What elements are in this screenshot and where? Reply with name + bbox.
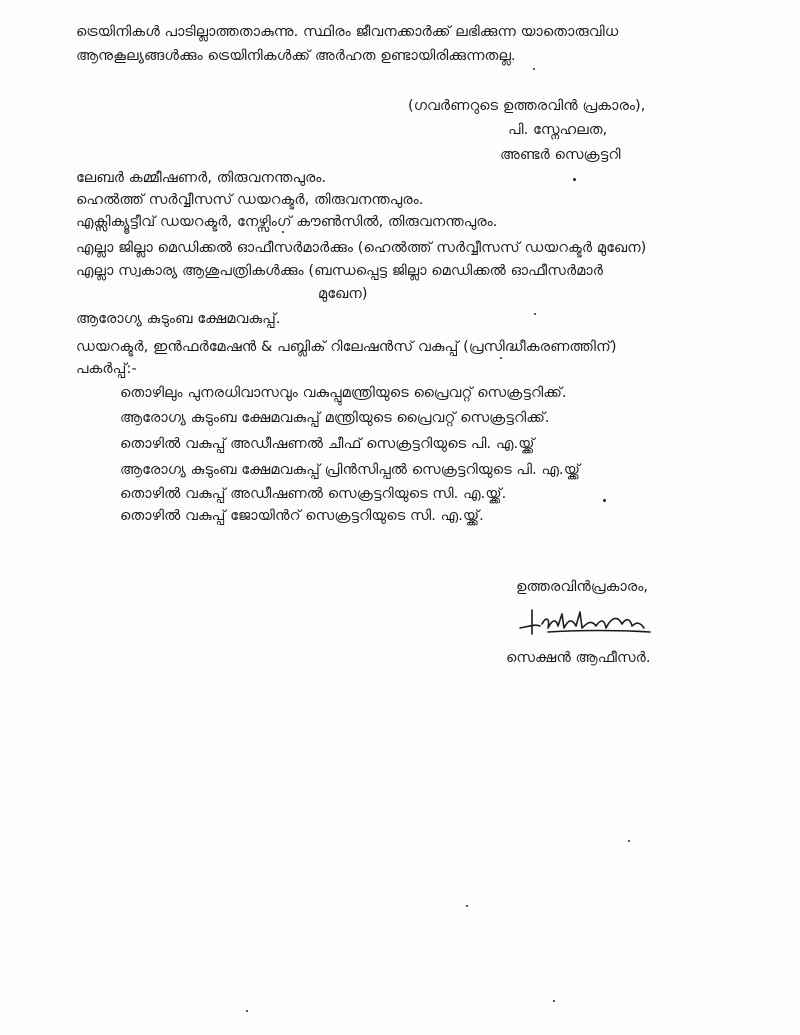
scan-speck (282, 231, 284, 233)
signatory-name: പി. സ്നേഹലത, (508, 122, 608, 138)
copy-line: തൊഴിലും പുനരധിവാസവും വകുപ്പുമന്ത്രിയുടെ പ്രൈവറ്റ് സെക്രട്ടറിക്ക്. (120, 385, 567, 401)
copy-line: തൊഴിൽ വകുപ്പ് അഡീഷണൽ സെക്രട്ടറിയുടെ സി. എ.യ്ക്ക്. (120, 486, 507, 502)
order-by-line: (ഗവർണറുടെ ഉത്തരവിൻ പ്രകാരം), (408, 98, 646, 114)
recipient-line: ആരോഗ്യ കുടുംബ ക്ഷേമവകുപ്പ്. (76, 311, 281, 327)
recipient-line: എല്ലാ ജില്ലാ മെഡിക്കൽ ഓഫീസർമാർക്കും (ഹെൽത്ത് സർവ്വീസസ് ഡയറക്ടർ മുഖേന) (76, 240, 647, 256)
signatory-designation: അണ്ടർ സെക്രട്ടറി (500, 147, 621, 163)
closing-by-order: ഉത്തരവിൻപ്രകാരം, (516, 579, 649, 595)
recipient-line: ലേബർ കമ്മീഷണർ, തിരുവനന്തപുരം. (76, 170, 327, 186)
scan-speck (553, 1000, 555, 1002)
scan-speck (246, 1010, 248, 1012)
scan-speck (628, 840, 630, 842)
recipient-line: ഹെൽത്ത് സർവ്വീസസ് ഡയറക്ടർ, തിരുവനന്തപുരം. (76, 192, 424, 208)
scan-speck (573, 178, 576, 181)
opening-line-1: ട്രെയിനികൾ പാടില്ലാത്തതാകുന്നു. സ്ഥിരം ജീവനക്കാർക്ക് ലഭിക്കുന്ന യാതൊരുവിധ (76, 24, 619, 40)
copy-line: ആരോഗ്യ കുടുംബ ക്ഷേമവകുപ്പ് മന്ത്രിയുടെ പ്രൈവറ്റ് സെക്രട്ടറിക്ക്. (120, 410, 550, 426)
copy-line: ആരോഗ്യ കുടുംബ ക്ഷേമവകുപ്പ് പ്രിൻസിപ്പൽ സെക്രട്ടറിയുടെ പി. എ.യ്ക്ക് (120, 462, 580, 478)
scan-speck (466, 905, 468, 907)
handwritten-signature (518, 606, 658, 642)
scan-speck (603, 499, 606, 502)
recipient-line: എല്ലാ സ്വകാര്യ ആശുപത്രികൾക്കും (ബന്ധപ്പെട്ട ജില്ലാ മെഡിക്കൽ ഓഫീസർമാർ (76, 263, 603, 279)
recipient-line: ഡയറക്ടർ, ഇൻഫർമേഷൻ & പബ്ലിക് റിലേഷൻസ് വകുപ്പ് (പ്രസിദ്ധീകരണത്തിന്) (76, 339, 617, 355)
scan-speck (500, 357, 502, 359)
copy-label: പകർപ്പ്:- (76, 361, 137, 377)
closing-designation: സെക്ഷൻ ആഫീസർ. (506, 650, 651, 666)
copy-line: തൊഴിൽ വകുപ്പ് അഡീഷണൽ ചീഫ് സെക്രട്ടറിയുടെ പി. എ.യ്ക്ക് (120, 436, 535, 452)
recipient-line: എക്സിക്യൂട്ടീവ് ഡയറക്ടർ, നേഴ്സിംഗ് കൗൺസിൽ, തിരുവനന്തപുരം. (76, 214, 498, 230)
scan-speck (533, 68, 535, 70)
recipient-line-continuation: മുഖേന) (318, 286, 368, 302)
opening-line-2: ആനുകൂല്യങ്ങൾക്കും ട്രെയിനികൾക്ക് അർഹത ഉണ്ടായിരിക്കുന്നതല്ല. (76, 48, 516, 64)
scan-speck (534, 313, 536, 315)
copy-line: തൊഴിൽ വകുപ്പ് ജോയിൻറ് സെക്രട്ടറിയുടെ സി. എ.യ്ക്ക്. (120, 508, 484, 524)
